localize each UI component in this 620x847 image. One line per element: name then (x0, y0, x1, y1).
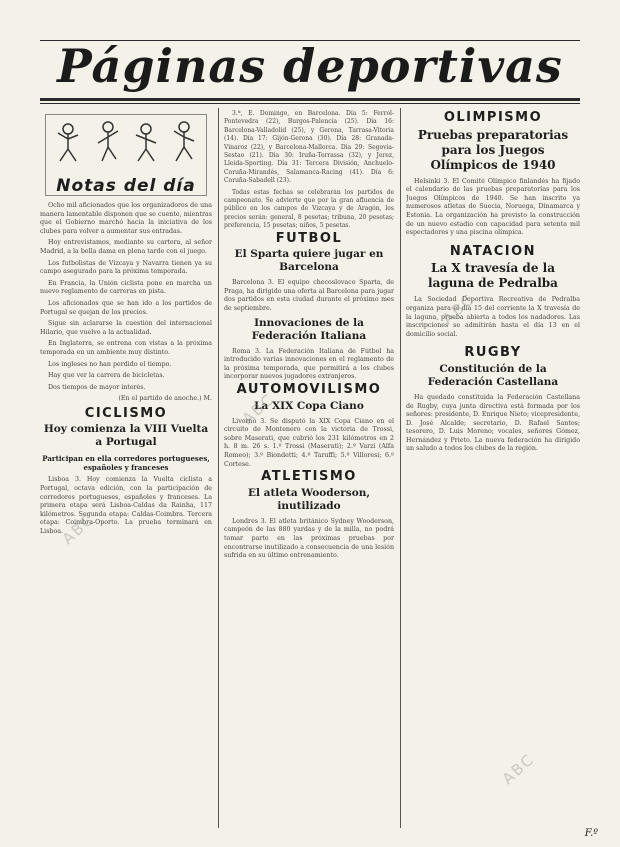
right-column (406, 110, 580, 830)
notas-del-dia-logo (45, 114, 207, 196)
column-divider-1 (218, 108, 219, 828)
watermark: ABC (58, 510, 99, 548)
futbol-body: Barcelona 3. El equipo checoslovaco Sparta, de Praga, ha dirigido una oferta al Barcelona para jugar dos partidos en esta ciudad durante el próximo mes de septiembre. (224, 279, 394, 313)
watermark: ABC (498, 750, 539, 788)
rugby-body: Ha quedado constituida la Federación Castellana de Rugby, cuya junta directiva está formada por los señores: presidente, D. Enrique Nieto; vicepresidente, D. José Alcalde; secretario, D. Rafael Santos; tesorero, D. Luis Moreno; vocales, señores Gómez, Hernández y Prieto. La nueva federación ha dirigido un saludo a todos los clubes de la región. (406, 393, 580, 453)
masthead-title: Páginas deportivas (57, 39, 563, 93)
note-paragraph: En Francia, la Unión ciclista pone en marcha un nuevo reglamento de carreras en pista. (40, 279, 212, 296)
automovilismo-section-heading: AUTOMOVILISMO (236, 382, 382, 398)
futbol-headline: El Sparta quiere jugar en Barcelona (234, 248, 384, 274)
note-paragraph: Los futbolistas de Vizcaya y Navarra tienen ya su campo asegurado para la próxima temporada. (40, 259, 212, 276)
rugby-section-heading: RUGBY (464, 345, 522, 361)
note-paragraph: Sigue sin aclararse la cuestión del internacional Hilario, que vuelve a la actualidad. (40, 320, 212, 336)
figures-illustration (46, 117, 204, 167)
natacion-body: La Sociedad Deportiva Recreativa de Pedralba organiza para el día 15 del corriente la X travesía de la laguna, prueba abierta a todos los nadadores. Las inscripciones se admitirán hasta el día 13 en el domicilio social. (406, 296, 580, 338)
masthead-rule-thin (40, 103, 580, 104)
middle-column (224, 110, 394, 830)
natacion-headline: La X travesía de la laguna de Pedralba (428, 261, 558, 291)
masthead-rule (40, 98, 580, 101)
ciclismo-section-heading: CICLISMO (84, 405, 168, 421)
olimpismo-headline: Pruebas preparatorias para los Juegos Olímpicos de 1940 (417, 127, 569, 172)
note-paragraph: Hoy entrevistamos, mediante su cartera, al señor Madrid, a la bella dama en plena tarde con el juego. (40, 239, 212, 255)
note-paragraph: Dos tiempos de mayor interés. (48, 383, 146, 391)
olimpismo-section-heading: OLIMPISMO (443, 110, 543, 125)
automovilismo-headline: La XIX Copa Ciano (254, 399, 364, 412)
note-paragraph: Ocho mil aficionados que los organizadores de una manera lamentable disponen que se cuente, mientras que el Gobierno marchó hacia la iniciativa de los clubes para volver a aumentar sus entradas. (40, 202, 212, 235)
olimpismo-body: Helsinki 3. El Comité Olímpico finlandés ha fijado el calendario de las pruebas preparatorias para los Juegos Olímpicos de 1940. Se han inscrito ya numerosos atletas de Suecia, Noruega, Dinamarca y Estonia. La organización ha previsto la construcción de un nuevo estadio con capacidad para setenta mil espectadores y una piscina olímpica. (406, 177, 580, 237)
note-paragraph: Los ingleses no han perdido el tiempo. (48, 360, 172, 368)
results-list: 3.ª, E. Domingo, en Barcelona. Día 5: Ferrol-Pontevedra (22), Burgos-Palencia (25). Día 16: Barcelona-Valladolid (25), y Gerona, Tarrasa-Vitoria (14). Día 17: Gijón-Gerona (30). Día 28: Granada-Vinaroz (22), y Barcelona-Mallorca. Día 29: Segovia-Sestao (21). Día 30: Iruña-Terrassa (32), y Jerez, Lleida-Sporting. Día 31: Tercera División, Anchuelo-Coruña-Mirandés, Salamanca-Racing (41). Día 6: Coruña-Sabadell (23). (224, 110, 394, 185)
note-signature: (En el partido de anoche.) M. (118, 395, 212, 403)
atletismo-headline: El atleta Wooderson, inutilizado (248, 486, 370, 512)
watermark: ABC (238, 390, 279, 428)
note-paragraph: Hay que ver la carrera de bicicletas. (48, 372, 165, 380)
logo-word: Notas del día (56, 176, 196, 197)
note-paragraph: Los aficionados que se han ido a los partidos de Portugal se quejan de los precios. (40, 299, 212, 316)
automovilismo-body: Livorno 3. Se disputó la XIX Copa Ciano en el circuito de Montenero con la victoria de Trossi, sobre Maserati, que cubrió los 231 kilómetros en 2 h. 8 m. 26 s. 1.º Trossi (Maserati); 2.º Varzi (Alfa Romeo); 3.º Biondetti; 4.º Taruffi; 5.º Villoresi; 6.º Cortese. (224, 417, 394, 468)
futbol-body-2: Roma 3. La Federación Italiana de Fútbol ha introducido varias innovaciones en el reglamento de la próxima temporada, que permitirá a los clubes incorporar nuevos jugadores extranjeros. (224, 347, 394, 381)
results-note: Todas estas fechas se celebrarán los partidos de campeonato. Se advierte que por la gran afluencia de público en los campos de Vizcaya y de Aragón, los precios serán: general, 8 pesetas; tribuna, 20 pesetas; preferencia, 15 pesetas; niños, 5 pesetas. (224, 188, 394, 230)
page-mark: F.º (584, 828, 598, 839)
left-column (40, 110, 212, 830)
ciclismo-body: Lisboa 3. Hoy comienza la Vuelta ciclista a Portugal, octava edición, con la participación de corredores portugueses, españoles y franceses. La primera etapa será Lisboa-Caldas da Rainha, 117 kilómetros. Segunda etapa: Caldas-Coimbra. Tercera etapa: Coimbra-Oporto. La prueba terminará en Lisboa. (40, 476, 212, 536)
rugby-headline: Constitución de la Federación Castellana (427, 362, 559, 388)
ciclismo-subheadline: Participan en ella corredores portugueses, españoles y franceses (42, 454, 210, 473)
natacion-section-heading: NATACION (449, 243, 537, 259)
atletismo-body: Londres 3. El atleta británico Sydney Wooderson, campeón de las 880 yardas y de la milla, no podrá tomar parte en las próximas pruebas por encontrarse inutilizado a consecuencia de una lesión sufrida en su último entrenamiento. (224, 517, 394, 560)
column-divider-2 (400, 108, 401, 828)
atletismo-section-heading: ATLETISMO (261, 469, 357, 485)
futbol-section-heading: FUTBOL (275, 230, 343, 246)
note-paragraph: En Inglaterra, se entrena con vistas a la próxima temporada en un ambiente muy distinto. (40, 340, 212, 356)
futbol-headline-2: Innovaciones de la Federación Italiana (251, 316, 367, 342)
ciclismo-headline: Hoy comienza la VIII Vuelta a Portugal (43, 423, 209, 449)
watermark: ABC (438, 290, 479, 328)
